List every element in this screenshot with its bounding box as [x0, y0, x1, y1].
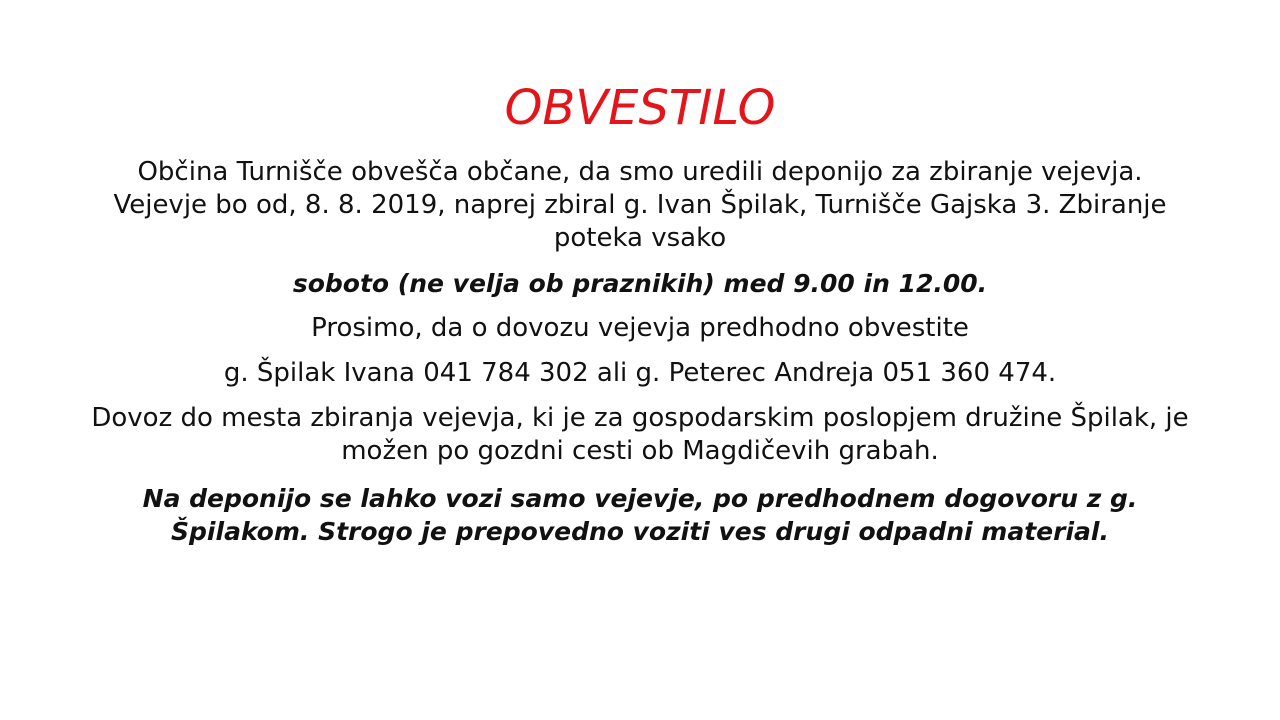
paragraph-access: Dovoz do mesta zbiranja vejevja, ki je za gospodarskim poslopjem družine Špilak, je možen po gozdni cesti ob Magdičevih grabah. — [91, 403, 1189, 466]
paragraph-announcement: Občina Turnišče obvešča občane, da smo uredili deponijo za zbiranje vejevja. Vejevje bo od, 8. 8. 2019, naprej zbiral g. Ivan Špilak, Turnišče Gajska 3. Zbiranje poteka vsako — [113, 157, 1167, 253]
paragraph-warning: Na deponijo se lahko vozi samo vejevje, po predhodnem dogovoru z g. Špilakom. Strogo je prepovedno voziti ves drugi odpadni material. — [142, 484, 1138, 546]
paragraph-contacts: g. Špilak Ivana 041 784 302 ali g. Peterec Andreja 051 360 474. — [223, 358, 1057, 388]
slide-body — [90, 156, 1190, 560]
paragraph-request: Prosimo, da o dovozu vejevja predhodno obvestite — [311, 313, 969, 343]
slide-title: OBVESTILO — [504, 80, 776, 136]
paragraph-schedule: soboto (ne velja ob praznikih) med 9.00 in 12.00. — [292, 269, 988, 298]
